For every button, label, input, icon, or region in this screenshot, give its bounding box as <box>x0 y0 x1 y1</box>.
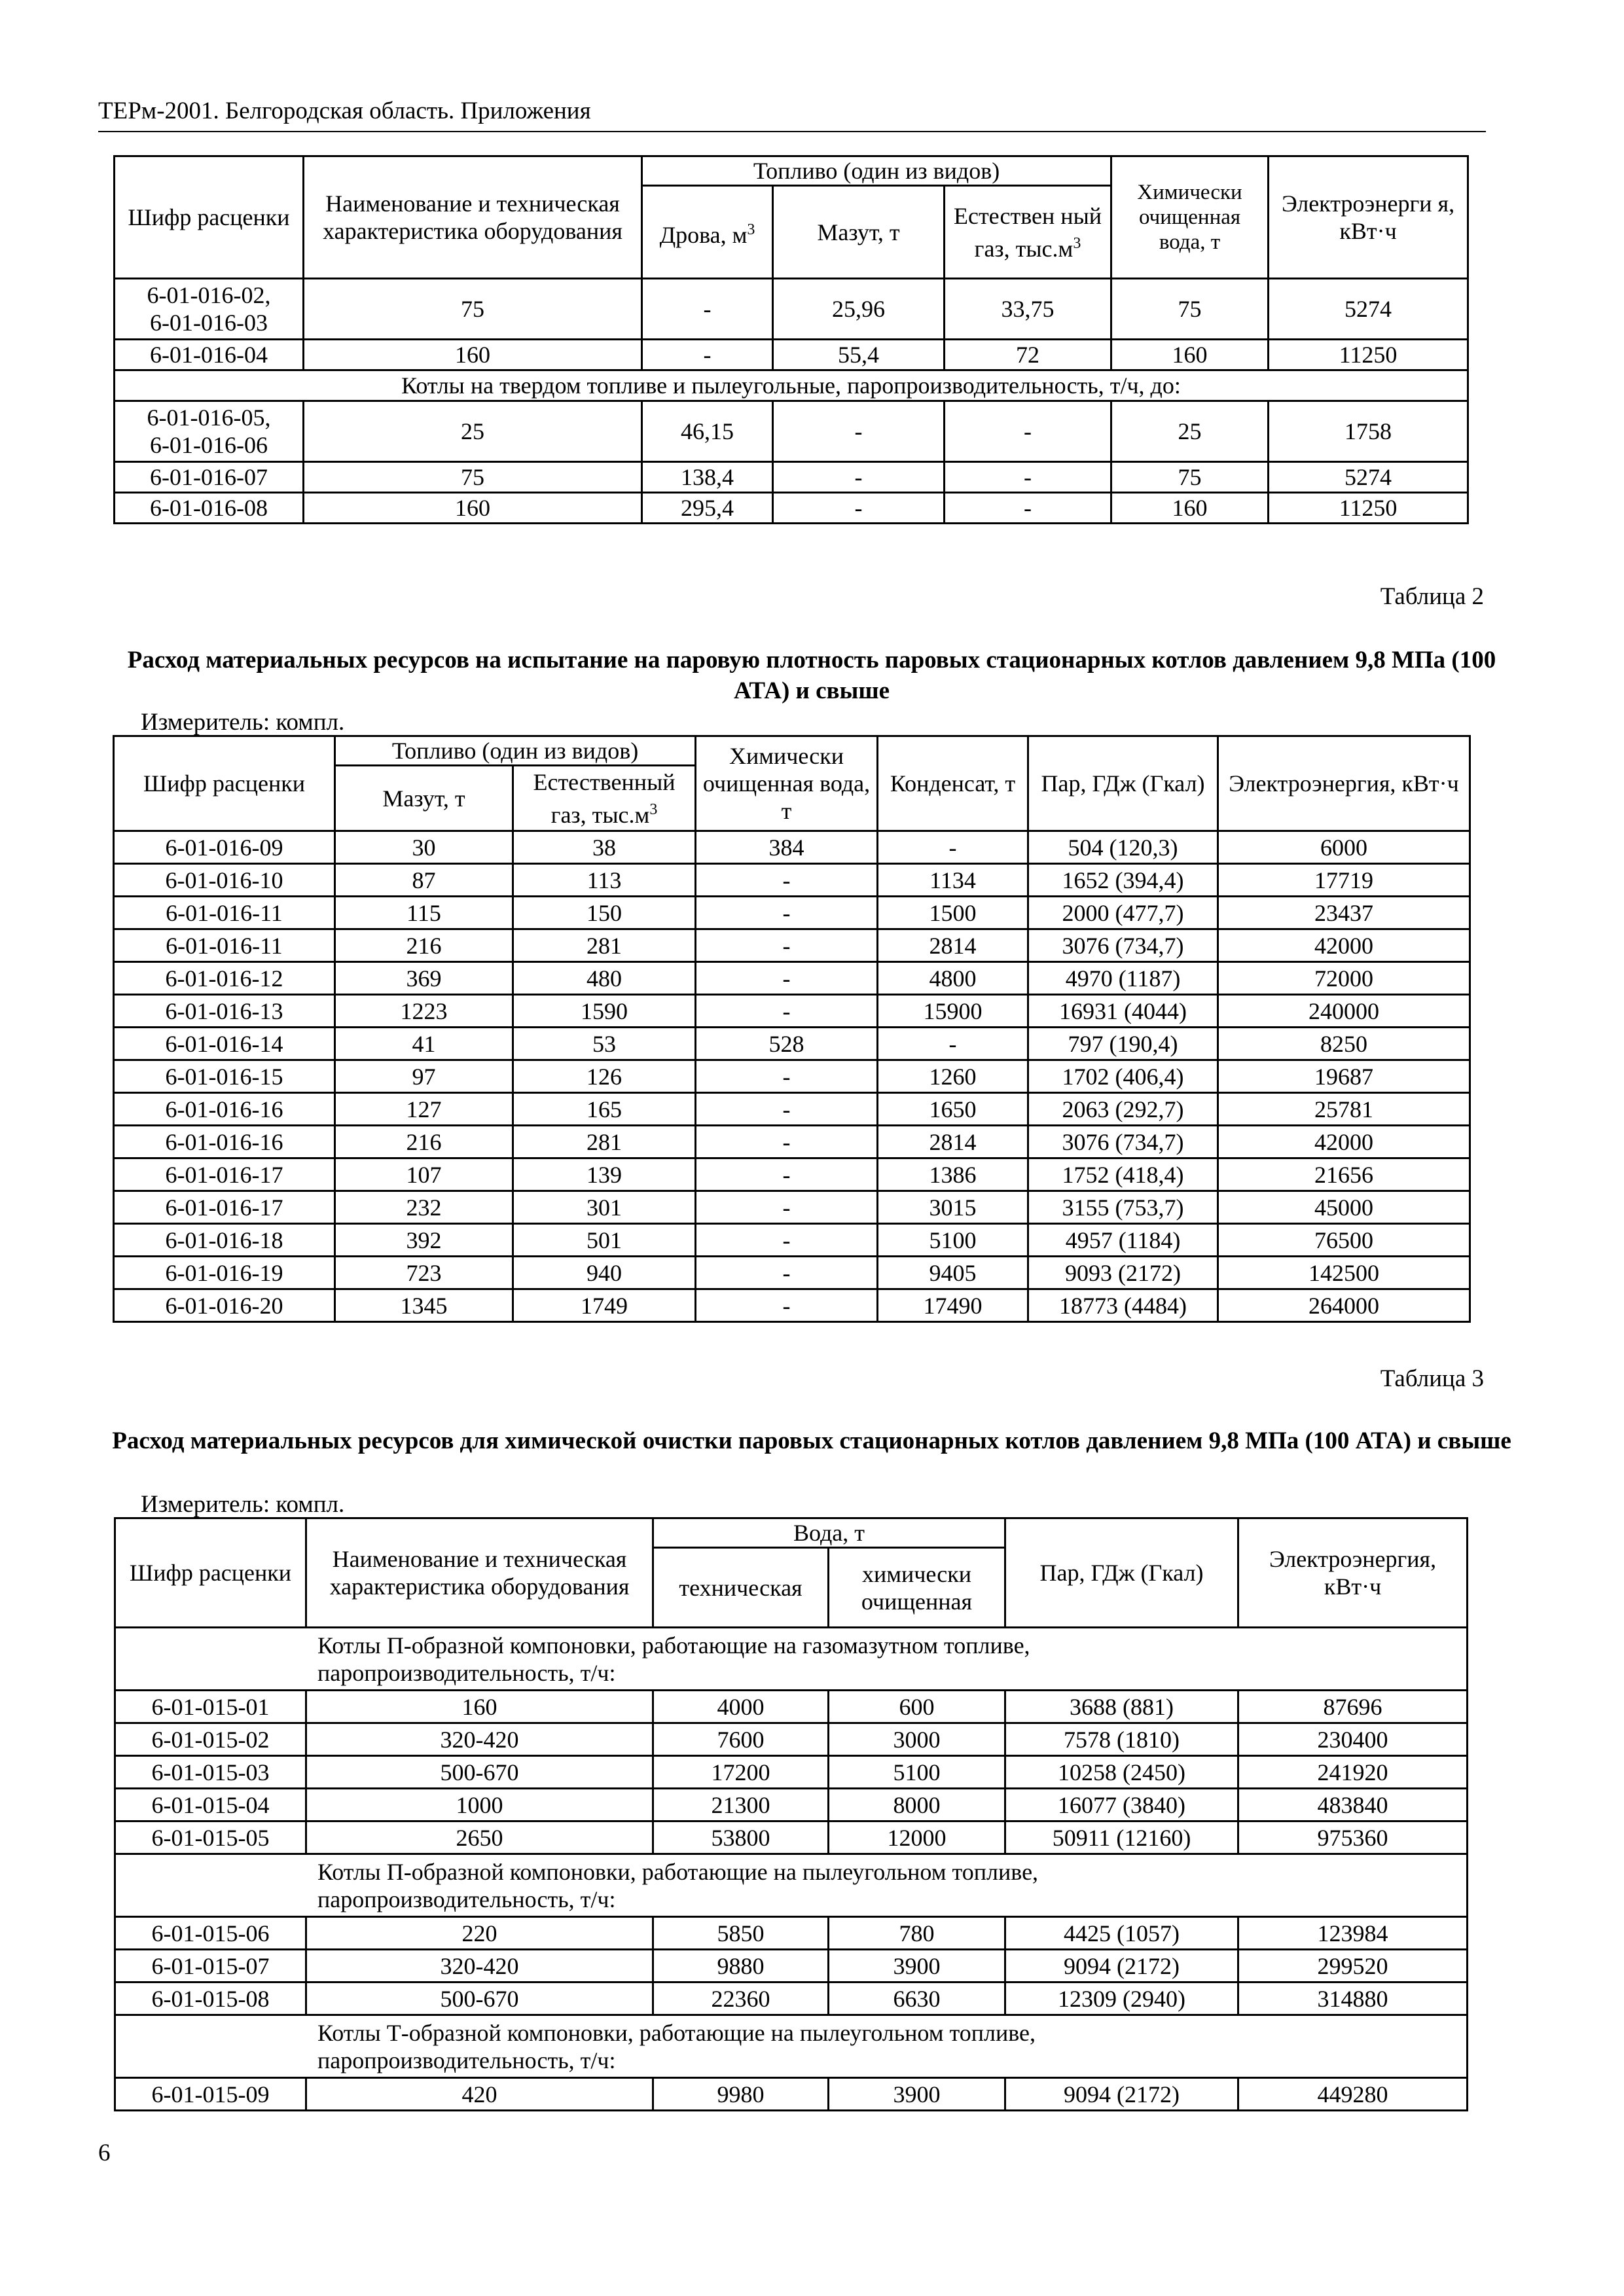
cell-steam: 797 (190,4) <box>1028 1028 1218 1060</box>
table-row <box>114 736 1470 766</box>
cell-power: 123984 <box>1238 1917 1468 1950</box>
cell-water: - <box>696 864 878 897</box>
cell-code: 6-01-016-08 <box>115 493 304 524</box>
cell-power: 42000 <box>1218 1126 1470 1158</box>
table-row <box>115 279 1468 340</box>
cell-power: 45000 <box>1218 1191 1470 1224</box>
cell-power: 1758 <box>1269 401 1468 462</box>
cell-gas: 150 <box>513 897 696 929</box>
table-row <box>115 156 1468 186</box>
table-row <box>114 1257 1470 1289</box>
table-row <box>114 995 1470 1028</box>
cell-name: 75 <box>304 279 642 340</box>
cell-code: 6-01-016-04 <box>115 340 304 370</box>
table-1 <box>113 155 1469 524</box>
cell-code: 6-01-016-20 <box>114 1289 335 1322</box>
col-header-wood-superscript: 3 <box>747 221 755 238</box>
col-header-steam: Пар, ГДж (Гкал) <box>1005 1518 1238 1628</box>
cell-code: 6-01-015-09 <box>115 2078 306 2111</box>
cell-water: - <box>696 1224 878 1257</box>
cell-condensate: 2814 <box>878 929 1028 962</box>
cell-name: 160 <box>304 340 642 370</box>
cell-power: 25781 <box>1218 1093 1470 1126</box>
cell-steam: 16077 (3840) <box>1005 1789 1238 1821</box>
cell-power: 76500 <box>1218 1224 1470 1257</box>
cell-gas: 281 <box>513 1126 696 1158</box>
table-row <box>114 1028 1470 1060</box>
cell-water: 384 <box>696 831 878 864</box>
cell-condensate: - <box>878 831 1028 864</box>
cell-steam: 1702 (406,4) <box>1028 1060 1218 1093</box>
table-row <box>115 2078 1468 2111</box>
cell-name: 320-420 <box>306 1723 653 1756</box>
cell-power: 240000 <box>1218 995 1470 1028</box>
cell-condensate: 1134 <box>878 864 1028 897</box>
cell-condensate: 1260 <box>878 1060 1028 1093</box>
table-row <box>114 962 1470 995</box>
cell-chem: 8000 <box>829 1789 1005 1821</box>
table-row <box>114 1060 1470 1093</box>
col-header-condensate: Конденсат, т <box>878 736 1028 831</box>
cell-water: - <box>696 962 878 995</box>
cell-condensate: 1650 <box>878 1093 1028 1126</box>
cell-fuel-oil: 97 <box>335 1060 513 1093</box>
col-header-code: Шифр расценки <box>114 736 335 831</box>
cell-wood: - <box>642 340 773 370</box>
cell-code: 6-01-016-02, 6-01-016-03 <box>115 279 304 340</box>
page-number: 6 <box>98 2140 111 2166</box>
col-header-wood-text: Дрова, м <box>659 221 748 248</box>
table-row <box>114 864 1470 897</box>
col-header-wood <box>642 186 773 279</box>
col-header-code: Шифр расценки <box>115 156 304 279</box>
cell-power: 23437 <box>1218 897 1470 929</box>
col-header-gas-text: Естественный газ, тыс.м <box>533 768 676 828</box>
cell-steam: 4425 (1057) <box>1005 1917 1238 1950</box>
cell-code: 6-01-015-05 <box>115 1821 306 1854</box>
cell-fuel-oil: 115 <box>335 897 513 929</box>
table-3-title: Расход материальных ресурсов для химической очистки паровых стационарных котлов давлением 9,8 МПа (100 АТА) и свыше <box>112 1427 1511 1454</box>
cell-tech: 4000 <box>653 1691 829 1723</box>
cell-name: 25 <box>304 401 642 462</box>
cell-name: 320-420 <box>306 1950 653 1982</box>
cell-gas: 1590 <box>513 995 696 1028</box>
cell-steam: 7578 (1810) <box>1005 1723 1238 1756</box>
cell-wood: 295,4 <box>642 493 773 524</box>
cell-fuel-oil: 1345 <box>335 1289 513 1322</box>
col-header-gas <box>945 186 1111 279</box>
section-heading-line: Котлы Т-образной компоновки, работающие на пылеугольном топливе, <box>317 2019 1036 2046</box>
cell-steam: 9093 (2172) <box>1028 1257 1218 1289</box>
table-row <box>114 897 1470 929</box>
cell-power: 21656 <box>1218 1158 1470 1191</box>
cell-chem: 600 <box>829 1691 1005 1723</box>
cell-code: 6-01-015-04 <box>115 1789 306 1821</box>
cell-condensate: 17490 <box>878 1289 1028 1322</box>
cell-condensate: - <box>878 1028 1028 1060</box>
cell-gas: - <box>945 493 1111 524</box>
section-heading <box>115 2015 1468 2078</box>
cell-code: 6-01-016-14 <box>114 1028 335 1060</box>
cell-water: - <box>696 1158 878 1191</box>
cell-name: 420 <box>306 2078 653 2111</box>
cell-steam: 4970 (1187) <box>1028 962 1218 995</box>
cell-condensate: 4800 <box>878 962 1028 995</box>
section-heading: Котлы на твердом топливе и пылеугольные, паропроизводительность, т/ч, до: <box>115 370 1468 401</box>
cell-fuel-oil: 30 <box>335 831 513 864</box>
cell-power: 5274 <box>1269 462 1468 493</box>
cell-gas: 72 <box>945 340 1111 370</box>
cell-code: 6-01-016-10 <box>114 864 335 897</box>
cell-power: 19687 <box>1218 1060 1470 1093</box>
cell-condensate: 5100 <box>878 1224 1028 1257</box>
header-rule <box>98 131 1486 132</box>
cell-tech: 21300 <box>653 1789 829 1821</box>
cell-chem: 3900 <box>829 2078 1005 2111</box>
cell-name: 160 <box>306 1691 653 1723</box>
table-row <box>115 1950 1468 1982</box>
table-3-caption: Таблица 3 <box>1380 1365 1484 1392</box>
col-header-power: Электроэнергия, кВт·ч <box>1238 1518 1468 1628</box>
cell-code: 6-01-015-06 <box>115 1917 306 1950</box>
table-2 <box>113 735 1471 1323</box>
cell-gas: - <box>945 401 1111 462</box>
cell-power: 11250 <box>1269 493 1468 524</box>
cell-steam: 3155 (753,7) <box>1028 1191 1218 1224</box>
cell-code: 6-01-016-19 <box>114 1257 335 1289</box>
cell-fuel-oil: - <box>773 493 945 524</box>
cell-fuel-oil: 392 <box>335 1224 513 1257</box>
section-heading <box>115 1628 1468 1691</box>
col-header-gas-text: Естествен ный газ, тыс.м <box>953 202 1102 262</box>
cell-condensate: 1386 <box>878 1158 1028 1191</box>
cell-power: 5274 <box>1269 279 1468 340</box>
table-row <box>115 1628 1468 1691</box>
table-row <box>114 1224 1470 1257</box>
table-row <box>114 1126 1470 1158</box>
cell-code: 6-01-016-13 <box>114 995 335 1028</box>
cell-steam: 18773 (4484) <box>1028 1289 1218 1322</box>
col-header-name: Наименование и техническая характеристика оборудования <box>304 156 642 279</box>
cell-code: 6-01-015-08 <box>115 1982 306 2015</box>
cell-code: 6-01-015-03 <box>115 1756 306 1789</box>
cell-fuel-oil: 127 <box>335 1093 513 1126</box>
cell-tech: 22360 <box>653 1982 829 2015</box>
cell-steam: 9094 (2172) <box>1005 1950 1238 1982</box>
cell-steam: 16931 (4044) <box>1028 995 1218 1028</box>
cell-fuel-oil: 1223 <box>335 995 513 1028</box>
cell-power: 8250 <box>1218 1028 1470 1060</box>
cell-power: 975360 <box>1238 1821 1468 1854</box>
cell-chem: 12000 <box>829 1821 1005 1854</box>
cell-gas: 126 <box>513 1060 696 1093</box>
cell-tech: 9980 <box>653 2078 829 2111</box>
cell-chem: 3000 <box>829 1723 1005 1756</box>
table-row <box>114 1093 1470 1126</box>
cell-steam: 2000 (477,7) <box>1028 897 1218 929</box>
table-2-title: Расход материальных ресурсов на испытание на паровую плотность паровых стационарных котлов давлением 9,8 МПа (100 АТА) и свыше <box>127 647 1496 704</box>
cell-code: 6-01-016-17 <box>114 1158 335 1191</box>
cell-condensate: 2814 <box>878 1126 1028 1158</box>
table-row <box>115 1917 1468 1950</box>
cell-condensate: 15900 <box>878 995 1028 1028</box>
cell-gas: 281 <box>513 929 696 962</box>
cell-wood: 46,15 <box>642 401 773 462</box>
cell-code: 6-01-016-17 <box>114 1191 335 1224</box>
cell-fuel-oil: 216 <box>335 929 513 962</box>
section-heading-line: паропроизводительность, т/ч: <box>317 2047 616 2073</box>
cell-steam: 4957 (1184) <box>1028 1224 1218 1257</box>
cell-water: - <box>696 1093 878 1126</box>
cell-code: 6-01-016-09 <box>114 831 335 864</box>
cell-power: 241920 <box>1238 1756 1468 1789</box>
cell-steam: 10258 (2450) <box>1005 1756 1238 1789</box>
cell-power: 299520 <box>1238 1950 1468 1982</box>
cell-tech: 9880 <box>653 1950 829 1982</box>
col-header-water-group: Вода, т <box>653 1518 1005 1548</box>
cell-steam: 1752 (418,4) <box>1028 1158 1218 1191</box>
cell-condensate: 9405 <box>878 1257 1028 1289</box>
section-heading-line: паропроизводительность, т/ч: <box>317 1886 616 1912</box>
cell-power: 483840 <box>1238 1789 1468 1821</box>
table-row <box>114 1289 1470 1322</box>
cell-gas: 139 <box>513 1158 696 1191</box>
cell-chem: 5100 <box>829 1756 1005 1789</box>
cell-fuel-oil: 216 <box>335 1126 513 1158</box>
cell-power: 42000 <box>1218 929 1470 962</box>
cell-power: 11250 <box>1269 340 1468 370</box>
col-header-tech-water: техническая <box>653 1548 829 1628</box>
col-header-chem-water: Химически очищенная вода, т <box>696 736 878 831</box>
cell-wood: - <box>642 279 773 340</box>
table-row <box>114 1191 1470 1224</box>
cell-power: 17719 <box>1218 864 1470 897</box>
col-header-steam: Пар, ГДж (Гкал) <box>1028 736 1218 831</box>
col-header-gas-superscript: 3 <box>1073 234 1081 252</box>
cell-steam: 12309 (2940) <box>1005 1982 1238 2015</box>
running-header: ТЕРм-2001. Белгородская область. Приложения <box>98 98 591 124</box>
cell-water: - <box>696 929 878 962</box>
cell-fuel-oil: 107 <box>335 1158 513 1191</box>
table-row <box>114 1158 1470 1191</box>
cell-water: - <box>696 1257 878 1289</box>
cell-water: - <box>696 1191 878 1224</box>
section-heading <box>115 1854 1468 1917</box>
cell-tech: 53800 <box>653 1821 829 1854</box>
cell-power: 6000 <box>1218 831 1470 864</box>
cell-gas: 38 <box>513 831 696 864</box>
cell-code: 6-01-016-16 <box>114 1093 335 1126</box>
cell-condensate: 3015 <box>878 1191 1028 1224</box>
cell-fuel-oil: 41 <box>335 1028 513 1060</box>
section-heading-line: паропроизводительность, т/ч: <box>317 1659 616 1686</box>
table-row <box>115 1789 1468 1821</box>
cell-fuel-oil: 232 <box>335 1191 513 1224</box>
cell-power: 87696 <box>1238 1691 1468 1723</box>
cell-code: 6-01-016-11 <box>114 897 335 929</box>
col-header-power: Электроэнерги я, кВт·ч <box>1269 156 1468 279</box>
table-row <box>115 1854 1468 1917</box>
section-heading-line: Котлы П-образной компоновки, работающие на газомазутном топливе, <box>317 1632 1030 1659</box>
table-row <box>115 493 1468 524</box>
cell-power: 72000 <box>1218 962 1470 995</box>
cell-code: 6-01-015-07 <box>115 1950 306 1982</box>
col-header-fuel-group: Топливо (один из видов) <box>335 736 696 766</box>
table-row <box>115 462 1468 493</box>
cell-code: 6-01-016-07 <box>115 462 304 493</box>
cell-condensate: 1500 <box>878 897 1028 929</box>
cell-gas: 33,75 <box>945 279 1111 340</box>
cell-fuel-oil: 369 <box>335 962 513 995</box>
table-3-measure: Измеритель: компл. <box>141 1491 345 1518</box>
cell-steam: 9094 (2172) <box>1005 2078 1238 2111</box>
cell-fuel-oil: 723 <box>335 1257 513 1289</box>
table-row <box>115 1691 1468 1723</box>
cell-water: 160 <box>1111 340 1269 370</box>
cell-chem: 6630 <box>829 1982 1005 2015</box>
cell-gas: 53 <box>513 1028 696 1060</box>
col-header-chem-water: Химически очищенная вода, т <box>1111 156 1269 279</box>
cell-gas: 940 <box>513 1257 696 1289</box>
table-row <box>115 1756 1468 1789</box>
cell-steam: 3076 (734,7) <box>1028 1126 1218 1158</box>
table-row <box>115 401 1468 462</box>
table-row <box>115 1518 1468 1548</box>
table-row <box>115 340 1468 370</box>
cell-tech: 5850 <box>653 1917 829 1950</box>
cell-name: 500-670 <box>306 1756 653 1789</box>
section-heading-line: Котлы П-образной компоновки, работающие на пылеугольном топливе, <box>317 1858 1039 1885</box>
cell-code: 6-01-016-18 <box>114 1224 335 1257</box>
cell-gas: 1749 <box>513 1289 696 1322</box>
cell-water: - <box>696 897 878 929</box>
cell-name: 160 <box>304 493 642 524</box>
table-row <box>115 1723 1468 1756</box>
cell-power: 449280 <box>1238 2078 1468 2111</box>
table-row <box>114 831 1470 864</box>
cell-name: 1000 <box>306 1789 653 1821</box>
cell-code: 6-01-016-11 <box>114 929 335 962</box>
cell-gas: 480 <box>513 962 696 995</box>
cell-steam: 3688 (881) <box>1005 1691 1238 1723</box>
cell-water: 75 <box>1111 279 1269 340</box>
cell-power: 314880 <box>1238 1982 1468 2015</box>
table-row <box>115 370 1468 401</box>
cell-water: - <box>696 1289 878 1322</box>
col-header-fuel-oil: Мазут, т <box>773 186 945 279</box>
cell-steam: 50911 (12160) <box>1005 1821 1238 1854</box>
cell-fuel-oil: - <box>773 462 945 493</box>
cell-water: - <box>696 995 878 1028</box>
cell-wood: 138,4 <box>642 462 773 493</box>
table-2-measure: Измеритель: компл. <box>141 709 345 736</box>
cell-code: 6-01-015-01 <box>115 1691 306 1723</box>
cell-fuel-oil: 55,4 <box>773 340 945 370</box>
cell-code: 6-01-016-16 <box>114 1126 335 1158</box>
cell-code: 6-01-016-15 <box>114 1060 335 1093</box>
col-header-chem-water: химически очищенная <box>829 1548 1005 1628</box>
table-row <box>115 1821 1468 1854</box>
cell-chem: 3900 <box>829 1950 1005 1982</box>
col-header-fuel-oil: Мазут, т <box>335 766 513 831</box>
cell-gas: 165 <box>513 1093 696 1126</box>
table-3 <box>114 1517 1468 2111</box>
cell-water: - <box>696 1126 878 1158</box>
cell-tech: 7600 <box>653 1723 829 1756</box>
cell-fuel-oil: - <box>773 401 945 462</box>
cell-name: 75 <box>304 462 642 493</box>
col-header-gas-superscript: 3 <box>649 800 658 818</box>
table-row <box>115 2015 1468 2078</box>
cell-water: - <box>696 1060 878 1093</box>
cell-steam: 1652 (394,4) <box>1028 864 1218 897</box>
cell-water: 160 <box>1111 493 1269 524</box>
cell-steam: 504 (120,3) <box>1028 831 1218 864</box>
cell-steam: 2063 (292,7) <box>1028 1093 1218 1126</box>
cell-code: 6-01-015-02 <box>115 1723 306 1756</box>
cell-power: 142500 <box>1218 1257 1470 1289</box>
cell-code: 6-01-016-12 <box>114 962 335 995</box>
col-header-code: Шифр расценки <box>115 1518 306 1628</box>
cell-tech: 17200 <box>653 1756 829 1789</box>
cell-name: 500-670 <box>306 1982 653 2015</box>
cell-water: 75 <box>1111 462 1269 493</box>
cell-gas: - <box>945 462 1111 493</box>
cell-water: 528 <box>696 1028 878 1060</box>
cell-fuel-oil: 87 <box>335 864 513 897</box>
col-header-name: Наименование и техническая характеристика оборудования <box>306 1518 653 1628</box>
cell-gas: 301 <box>513 1191 696 1224</box>
cell-fuel-oil: 25,96 <box>773 279 945 340</box>
cell-gas: 113 <box>513 864 696 897</box>
cell-chem: 780 <box>829 1917 1005 1950</box>
table-2-caption: Таблица 2 <box>1380 583 1484 610</box>
cell-power: 230400 <box>1238 1723 1468 1756</box>
table-row <box>115 1982 1468 2015</box>
col-header-fuel-group: Топливо (один из видов) <box>642 156 1111 186</box>
col-header-power: Электроэнергия, кВт·ч <box>1218 736 1470 831</box>
cell-steam: 3076 (734,7) <box>1028 929 1218 962</box>
cell-name: 220 <box>306 1917 653 1950</box>
col-header-gas <box>513 766 696 831</box>
cell-power: 264000 <box>1218 1289 1470 1322</box>
cell-name: 2650 <box>306 1821 653 1854</box>
cell-water: 25 <box>1111 401 1269 462</box>
cell-gas: 501 <box>513 1224 696 1257</box>
table-row <box>114 929 1470 962</box>
cell-code: 6-01-016-05, 6-01-016-06 <box>115 401 304 462</box>
